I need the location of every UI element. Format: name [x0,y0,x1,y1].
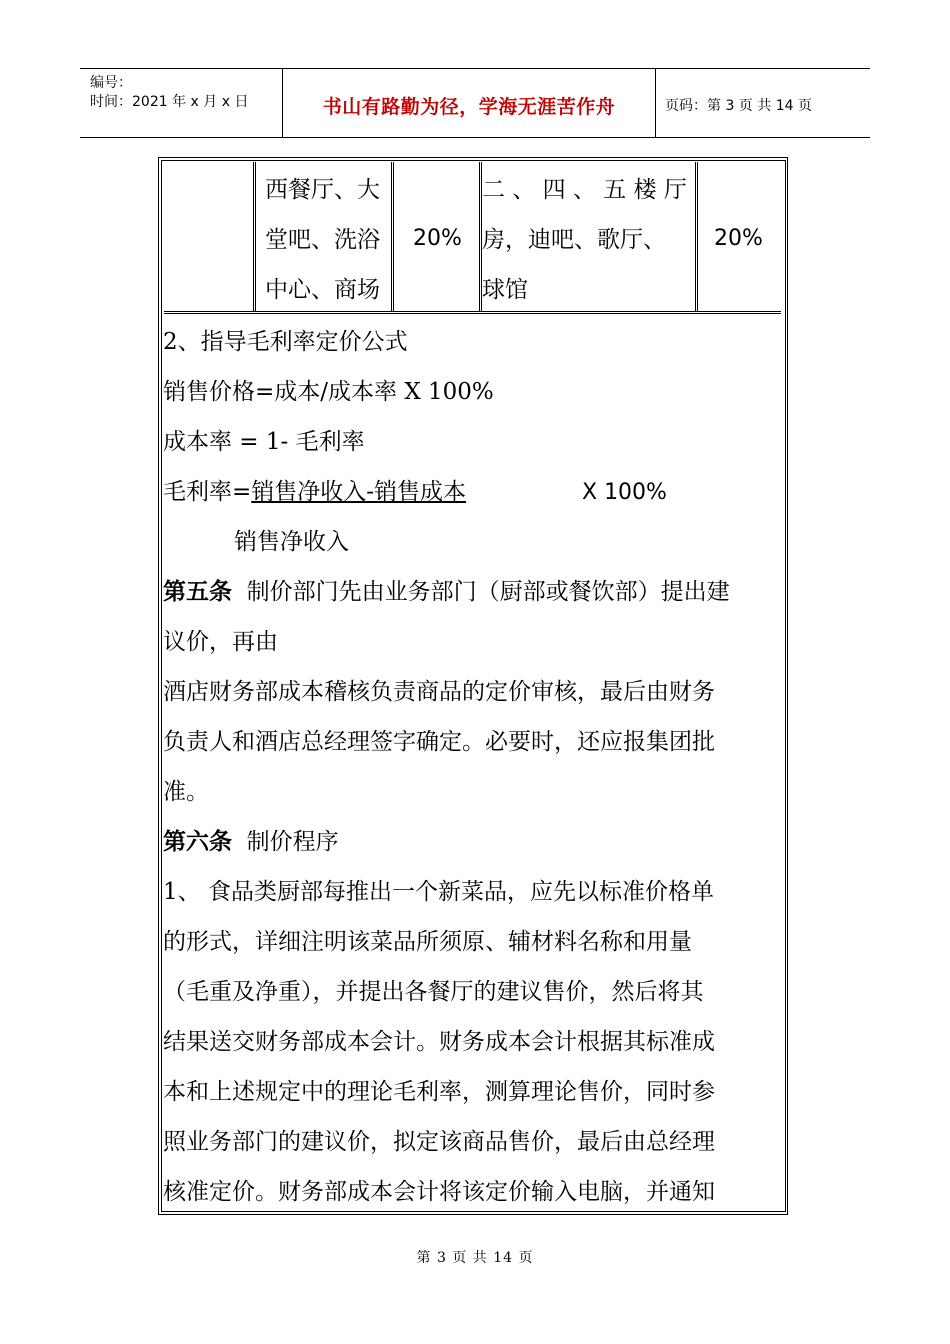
table-bottom-border [164,311,781,314]
venues-b-line-3: 球馆 [482,277,528,303]
venues-a-line-3: 中心、商场 [265,277,380,303]
formula-cost-rate: 成本率 = 1- 毛利率 [163,429,365,455]
document-header [80,68,870,138]
article5-line-3: 酒店财务部成本稽核负责商品的定价审核，最后由财务 [163,679,715,705]
article6-line-1: 1、 食品类厨部每推出一个新菜品，应先以标准价格单 [163,879,714,905]
formula-price: 销售价格=成本/成本率 X 100% [163,379,494,405]
formula-margin [163,477,466,507]
margin-prefix: 毛利率= [163,479,252,505]
formula-heading: 2、指导毛利率定价公式 [163,329,408,355]
venues-b-line-1: 二 、 四 、 五 楼 厅 [482,177,687,203]
margin-times: X 100% [582,480,667,505]
article6-title: 第六条 [163,828,232,855]
margin-denominator: 销售净收入 [234,529,349,555]
article6-line-3: （毛重及净重），并提出各餐厅的建议售价，然后将其 [163,979,704,1005]
article6-heading [163,827,339,857]
venues-a-line-2: 堂吧、洗浴 [265,227,380,253]
header-meta [80,69,282,137]
article6-line-4: 结果送交财务部成本会计。财务成本会计根据其标准成 [163,1029,715,1055]
header-page-cell [655,69,870,137]
code-label: 编号： [90,75,132,91]
header-page-info: 页码：第 3 页 共 14 页 [665,98,812,114]
venues-a-line-1: 西餐厅、大 [265,177,380,203]
pricing-table [164,162,781,312]
article5-text-1: 制价部门先由业务部门（厨部或餐饮部）提出建 [246,579,730,605]
article6-line-6: 照业务部门的建议价，拟定该商品售价，最后由总经理 [163,1129,715,1155]
article5-line-5: 准。 [163,779,209,805]
header-motto-cell [282,69,656,137]
article5-title: 第五条 [163,578,232,605]
article5-line-1 [163,577,730,607]
table-cell-empty [164,162,256,312]
time-label: 时间：2021 年 x 月 x 日 [90,94,249,110]
article6-line-2: 的形式，详细注明该菜品所须原、辅材料名称和用量 [163,929,692,955]
article6-subtitle: 制价程序 [246,829,339,855]
article5-line-4: 负责人和酒店总经理签字确定。必要时，还应报集团批 [163,729,715,755]
header-motto: 书山有路勤为径，学海无涯苦作舟 [322,96,616,118]
article6-line-5: 本和上述规定中的理论毛利率，测算理论售价，同时参 [163,1079,715,1105]
article5-line-2: 议价，再由 [163,629,278,655]
margin-numerator: 销售净收入-销售成本 [251,479,467,505]
pct-b: 20% [714,226,763,251]
page-footer: 第 3 页 共 14 页 [416,1250,534,1266]
pct-a: 20% [413,226,462,251]
venues-b-line-2: 房，迪吧、歌厅、 [482,227,666,253]
article6-line-7: 核准定价。财务部成本会计将该定价输入电脑，并通知 [163,1179,715,1205]
